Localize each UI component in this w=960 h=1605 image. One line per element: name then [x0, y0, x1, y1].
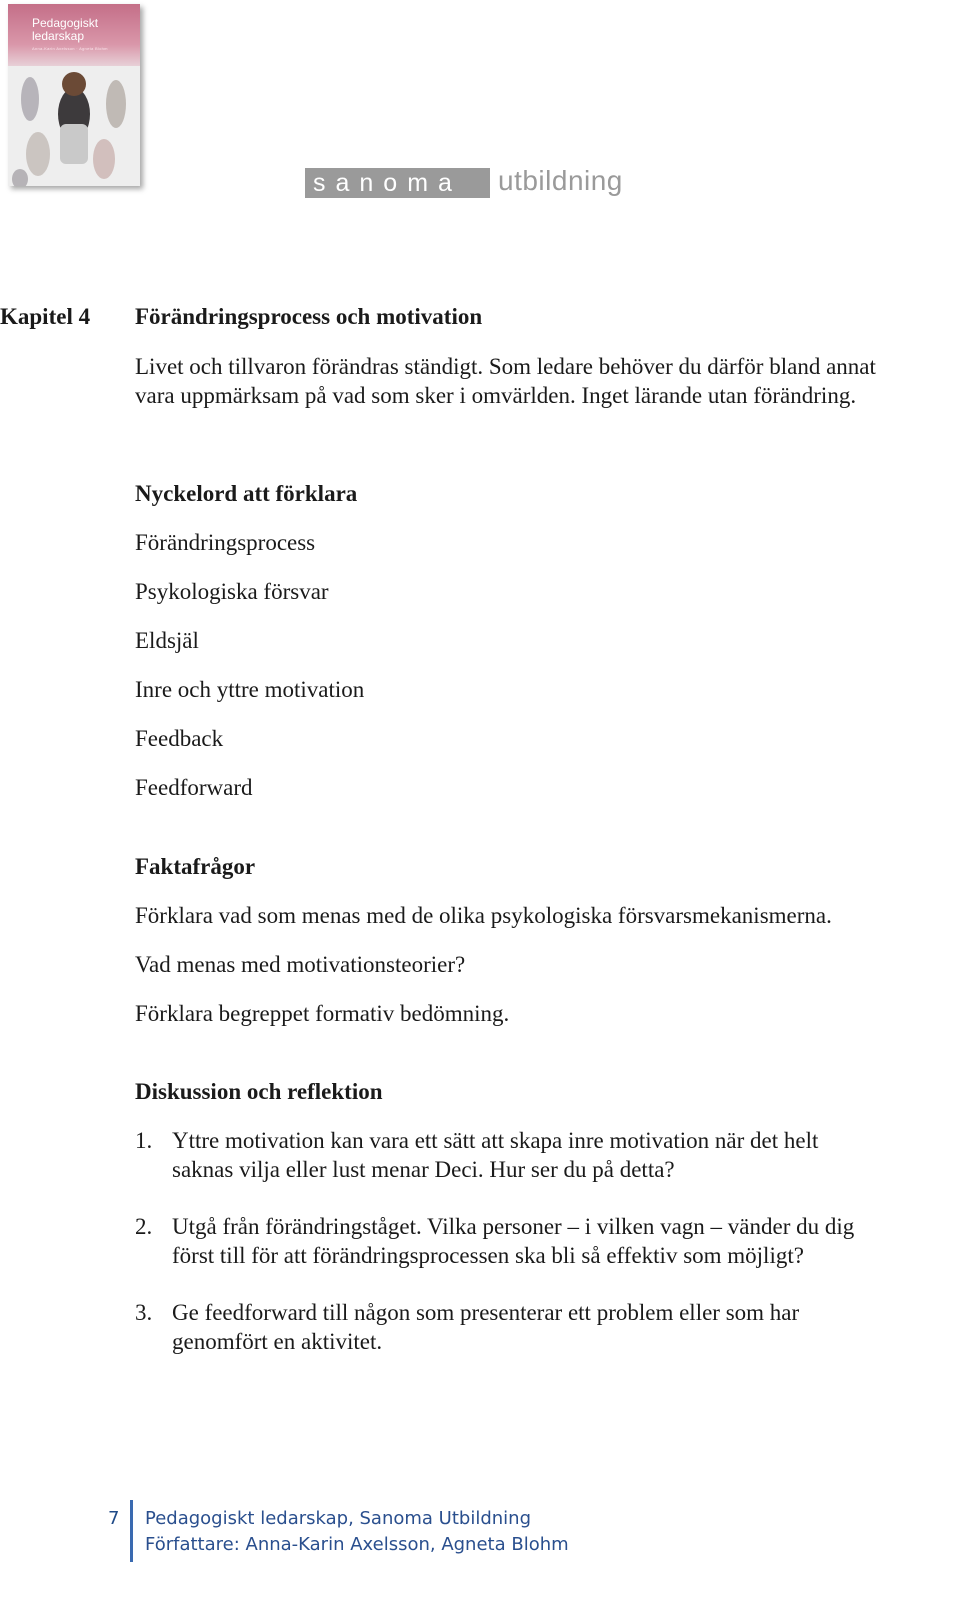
facts-heading: Faktafrågor	[135, 854, 256, 879]
footer-divider	[130, 1500, 133, 1562]
chapter-intro	[135, 352, 876, 410]
keyword-item: Inre och yttre motivation	[135, 677, 365, 702]
discussion-line: saknas vilja eller lust menar Deci. Hur ser du på detta?	[172, 1157, 675, 1182]
cover-title-line1: Pedagogiskt	[32, 16, 99, 30]
discussion-item	[172, 1126, 818, 1184]
keyword-item: Eldsjäl	[135, 628, 199, 653]
discussion-line: först till för att förändringsprocessen ska bli så effektiv som möjligt?	[172, 1243, 804, 1268]
discussion-line: Yttre motivation kan vara ett sätt att skapa inre motivation när det helt	[172, 1128, 819, 1153]
discussion-heading: Diskussion och reflektion	[135, 1079, 383, 1104]
discussion-item	[172, 1298, 799, 1356]
footer-authors: Författare: Anna-Karin Axelsson, Agneta Blohm	[145, 1534, 569, 1555]
discussion-item	[172, 1212, 854, 1270]
keyword-item: Psykologiska försvar	[135, 579, 329, 604]
chapter-title: Förändringsprocess och motivation	[135, 304, 483, 329]
discussion-line: genomfört en aktivitet.	[172, 1329, 383, 1354]
book-cover-image	[8, 4, 140, 186]
fact-question: Vad menas med motivationsteorier?	[135, 952, 466, 977]
publisher-logo-box: sanoma	[305, 168, 490, 198]
keywords-heading: Nyckelord att förklara	[135, 481, 358, 506]
discussion-number: 1.	[135, 1128, 153, 1153]
intro-line: vara uppmärksam på vad som sker i omvärlden. Inget lärande utan förändring.	[135, 383, 857, 408]
cover-authors: Anna-Karin Axelsson · Agneta Blohm	[32, 46, 108, 51]
page-number: 7	[108, 1508, 120, 1529]
chapter-label: Kapitel 4	[0, 304, 91, 329]
publisher-logo-word: utbildning	[498, 165, 623, 196]
cover-title	[32, 17, 98, 43]
fact-question: Förklara begreppet formativ bedömning.	[135, 1001, 510, 1026]
keyword-item: Feedforward	[135, 775, 253, 800]
keyword-item: Feedback	[135, 726, 224, 751]
footer-book-title: Pedagogiskt ledarskap, Sanoma Utbildning	[145, 1508, 531, 1529]
discussion-number: 2.	[135, 1214, 153, 1239]
discussion-number: 3.	[135, 1300, 153, 1325]
fact-question: Förklara vad som menas med de olika psykologiska försvarsmekanismerna.	[135, 903, 832, 928]
intro-line: Livet och tillvaron förändras ständigt. Som ledare behöver du därför bland annat	[135, 354, 876, 379]
cover-title-line2: ledarskap	[32, 29, 85, 43]
discussion-line: Ge feedforward till någon som presenterar ett problem eller som har	[172, 1300, 800, 1325]
discussion-line: Utgå från förändringståget. Vilka personer – i vilken vagn – vänder du dig	[172, 1214, 855, 1239]
keyword-item: Förändringsprocess	[135, 530, 316, 555]
